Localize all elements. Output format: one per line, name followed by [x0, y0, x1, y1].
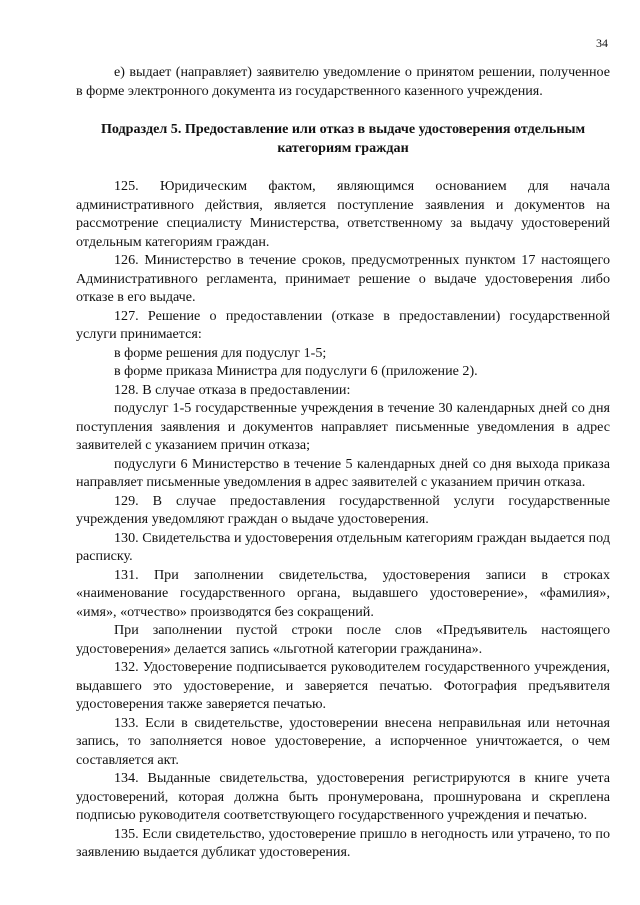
paragraph-125: 125. Юридическим фактом, являющимся основанием для начала административного действия, является поступление заявления и документов на рассмотрение специалисту Министерства, ответственному за выдачу удостоверений отдельным категориям граждан. — [76, 178, 610, 250]
page-number: 34 — [596, 36, 608, 50]
paragraph-127-item-2: в форме приказа Министра для подуслуги 6 (приложение 2). — [114, 363, 478, 379]
section-heading: Подраздел 5. Предоставление или отказ в выдаче удостоверения отдельным категориям граждан — [100, 121, 586, 156]
paragraph-128: 128. В случае отказа в предоставлении: — [114, 381, 351, 398]
paragraph-135: 135. Если свидетельство, удостоверение пришло в негодность или утрачено, то по заявлению выдается дубликат удостоверения. — [76, 825, 610, 860]
paragraph-134: 134. Выданные свидетельства, удостоверения регистрируются в книге учета удостоверений, которая должна быть пронумерована, прошнурована и скреплена подписью руководителя соответствующего государственного учреждения и печатью. — [76, 770, 610, 823]
paragraph-133: 133. Если в свидетельстве, удостоверении внесена неправильная или неточная запись, то заполняется новое удостоверение, а испорченное уничтожается, о чем составляется акт. — [76, 714, 610, 768]
paragraph-130: 130. Свидетельства и удостоверения отдельным категориям граждан выдается под расписку. — [76, 529, 610, 564]
paragraph-131-note: При заполнении пустой строки после слов «Предъявитель настоящего удостоверения» делается запись «льготной категории гражданина». — [76, 622, 610, 657]
paragraph-127-item-1: в форме решения для подуслуг 1-5; — [114, 344, 327, 361]
paragraph-129: 129. В случае предоставления государственной услуги государственные учреждения уведомляют граждан о выдаче удостоверения. — [76, 492, 610, 527]
paragraph-126: 126. Министерство в течение сроков, предусмотренных пунктом 17 настоящего Административного регламента, принимает решение о выдаче удостоверения либо отказе в его выдаче. — [76, 252, 610, 305]
document-body — [76, 63, 610, 862]
paragraph-128-item-1: подуслуг 1-5 государственные учреждения в течение 30 календарных дней со дня поступления заявления и документов направляет письменные уведомления в адрес заявителей с указанием причин отказа; — [76, 400, 610, 453]
intro-paragraph: е) выдает (направляет) заявителю уведомление о принятом решении, полученное в форме электронного документа из государственного казенного учреждения. — [76, 64, 610, 99]
paragraph-127: 127. Решение о предоставлении (отказе в предоставлении) государственной услуги принимается: — [76, 307, 610, 342]
paragraph-128-item-2: подуслуги 6 Министерство в течение 5 календарных дней со дня выхода приказа направляет письменные уведомления в адрес заявителей с указанием причин отказа. — [76, 455, 610, 490]
paragraph-131: 131. При заполнении свидетельства, удостоверения записи в строках «наименование государственного органа, выдавшего удостоверение», «фамилия», «имя», «отчество» производятся без сокращений. — [76, 566, 610, 620]
paragraph-132: 132. Удостоверение подписывается руководителем государственного учреждения, выдавшего это удостоверение, и заверяется печатью. Фотография предъявителя удостоверения также заверяется печатью. — [76, 659, 610, 712]
